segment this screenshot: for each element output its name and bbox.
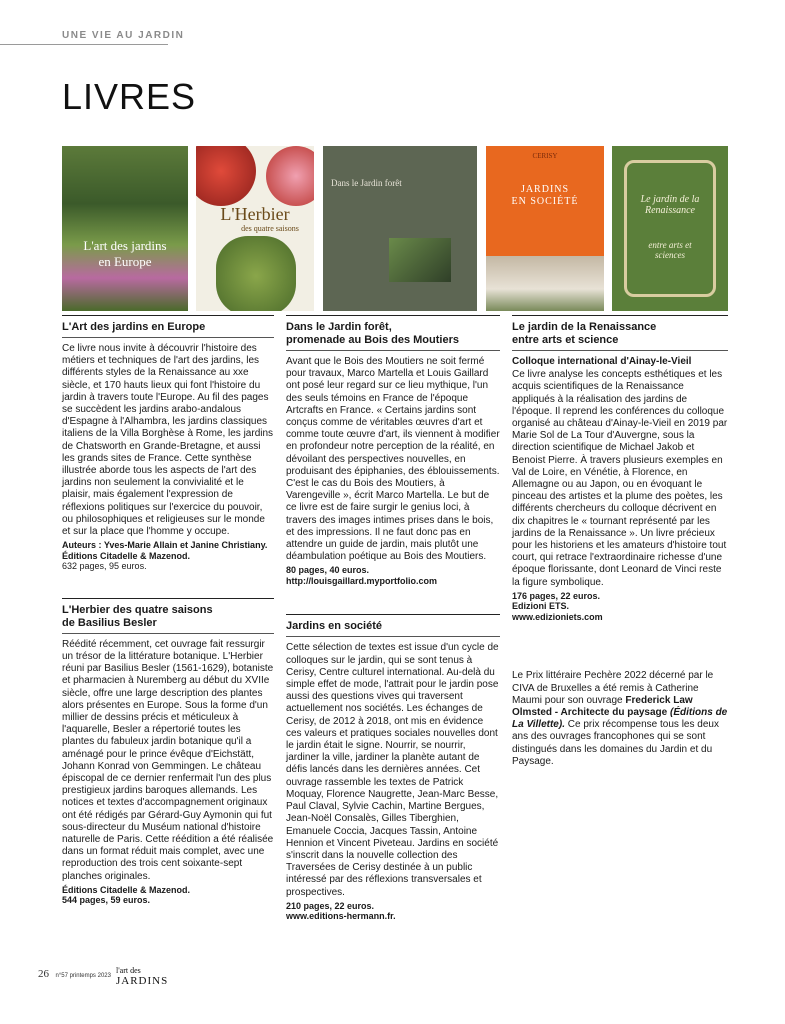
article-heading [512, 316, 728, 351]
article-details: 176 pages, 22 euros. [512, 590, 601, 601]
cover-photo [389, 238, 451, 282]
heading-line-2: promenade au Bois des Moutiers [286, 334, 459, 346]
cover-frame [624, 160, 716, 297]
column-middle [286, 315, 500, 922]
article-body: Réédité récemment, cet ouvrage fait ressurgir un trésor de la littérature botanique. L'Herbier réuni par Basilius Besler (1561-1629), botaniste et pharmacien à Nuremberg au début du XVIIe siècle, offre une large description des plantes alors présentes en Europe. Sous la forme d'un millier de dessins précis et méticuleux à l'aquarelle, Besler a répertorié toutes les plantes du fabuleux jardin botanique qu'il a aménagé pour le prince évêque d'Eichstätt, Johann Konrad von Gemmingen. Le château épiscopal de ce dernier renfermait l'un des plus prestigieux jardins baroques allemands. Les notices et textes d'accompagnement originaux ont été rédigés par Gérard-Guy Aymonin qui fut sous-directeur du Muséum national d'histoire naturelle de Paris. Cette réédition a été réalisée dans un format réduit mais complet, avec une reproduction des trois cent soixante-sept planches originales. [62, 638, 274, 882]
article-heading [286, 316, 500, 351]
article-meta [512, 591, 728, 623]
cover-title-2: entre arts et sciences [648, 240, 692, 260]
article-body: Cette sélection de textes est issue d'un cycle de colloques sur le jardin, qui se sont tenus à Cerisy, Centre culturel international. Au-delà du simple effet de mode, l'attrait pour le jardin pose aussi des questions vives qui traversent actuellement nos sociétés. Les échanges de Cerisy, de 2012 à 2018, ont mis en évidence ces valeurs et pratiques sociales nouvelles dont le jardin était le signe. Nourrir, se nourrir, jardiner la ville, jardiner la planète autant de défis lancés dans les dernières années. Cet ouvrage rassemble les textes de Patrick Moquay, Florence Naugrette, Jean-Marc Besse, Paul Claval, Sylvie Cachin, Martine Bergues, Jean-Noël Consalès, Gilles Tiberghien, Emanuele Coccia, Jacques Tassin, Antoine Hennion et Vincent Piveteau. Jardins en société s'inscrit dans la nouvelle collection des Traversées de Cerisy destinée à un public intéressé par des réflexions transversales et prospectives. [286, 642, 499, 898]
article-details: 632 pages, 95 euros. [62, 561, 147, 572]
magazine-logo [116, 966, 168, 986]
flower-red [196, 146, 256, 206]
article-heading: Jardins en société [286, 615, 500, 637]
cover-jardins-societe [486, 146, 604, 311]
page-number: 26 [38, 968, 49, 980]
column-right [512, 315, 728, 768]
article-body: Ce livre analyse les concepts esthétiques et les acquis scientifiques de la Renaissance appliqués à la réalisation des jardins de l'époque. Il reprend les conférences du colloque organisé au château d'Ainay-le-Vieil en 2019 par Marie Sol de La Tour d'Auvergne, sous la direction scientifique de Michael Jakob et Benoist Pierre. À travers plusieurs exemples en Val de Loire, en Vénétie, à Florence, en Allemagne ou au Japon, ou en évoquant le pinceau des artistes et la plume des poètes, les différents chercheurs du colloque décrivent en dix chapitres le « tournant représenté par les jardins de la Renaissance ». Un livre précieux pour les historiens et les amateurs d'histoire tout court, qui retrace l'extraordinaire richesse d'une époque florissante, dont Leonard de Vinci reste la figure symbolique. [512, 369, 728, 588]
cover-title-1: Le jardin de la Renaissance [640, 194, 700, 216]
cover-title-2: des quatre saisons [241, 224, 299, 233]
header-rule [0, 44, 168, 45]
article-link[interactable]: www.edizioniets.com [512, 611, 603, 622]
article-publisher: Edizioni ETS. [512, 601, 570, 612]
article-publisher: Éditions Citadelle & Mazenod. [62, 550, 191, 561]
heading-line-1: Le jardin de la Renaissance [512, 321, 657, 333]
column-left [62, 315, 274, 906]
article-details: 80 pages, 40 euros. [286, 565, 370, 576]
article-body: Avant que le Bois des Moutiers ne soit fermé pour travaux, Marco Martella et Louis Gaillard ont posé leur regard sur ce lieu mythique, l'un des seuls témoins en France de l'époque Artcrafts en France. « Certains jardins sont conçus comme de véritables œuvres d'art et comme toute œuvre d'art, ils viennent à modifier en profondeur notre perception de la réalité, en dévoilant des perspectives nouvelles, en produisant des épiphanies, des éblouissements. C'est le cas du Bois des Moutiers, à Varengeville », écrit Marco Martella. Le but de ce livre est de faire surgir le genius loci, à travers des images intimes prises dans le bois, et des impressions. Il ne faut donc pas en attendre un guide de jardin, mais plutôt une déambulation poétique au Bois des Moutiers. [286, 356, 500, 563]
article-link[interactable]: http://louisgaillard.myportfolio.com [286, 575, 438, 586]
cover-renaissance [612, 146, 728, 311]
heading-line-1: L'Herbier des quatre saisons [62, 603, 213, 616]
article-body: Ce livre nous invite à découvrir l'histoire des métiers et techniques de l'art des jardins, les différents styles de la Renaissance au xxe siècle, et 170 hauts lieux qui font l'histoire du jardin à travers toute l'Europe. Au fil des pages se succèdent les jardins arabo-andalous d'Espagne à l'Alhambra, les jardins classiques italiens de la Villa Borghèse à Rome, les jardins de Chatsworth en Grande-Bretagne, et aussi les grands sites de France. Cette synthèse illustrée aborde tous les aspects de l'art des jardins non seulement la convivialité et le plaisir, mais également l'expression de réflexions politiques sur l'exercice du pouvoir, ou philosophiques et religieuses sur le monde et sur la place que l'homme y occupe. [62, 343, 274, 538]
prize-text-1: Le Prix littéraire Pechère 2022 décerné par le CIVA de Bruxelles a été remis à Catherine Maumi pour son ouvrage [512, 670, 714, 706]
article-details: 544 pages, 59 euros. [62, 895, 151, 906]
cover-jardin-foret [323, 146, 477, 311]
flower-pink [266, 146, 314, 206]
cover-photo [486, 256, 604, 311]
heading-line-1: Dans le Jardin forêt, [286, 321, 392, 333]
logo-bottom: JARDINS [116, 975, 169, 987]
article-authors: Auteurs : Yves-Marie Allain et Janine Christiany. [62, 540, 268, 551]
cover-title-1: L'Herbier [220, 204, 290, 224]
article-publisher: Éditions Citadelle & Mazenod. [62, 884, 191, 895]
logo-top: l'art des [116, 966, 141, 975]
prize-note [512, 670, 728, 768]
article-details: 210 pages, 22 euros. [286, 900, 375, 911]
cover-publisher: CERISY [532, 152, 558, 160]
prize-publisher: (Éditions de La Villette). [512, 706, 728, 731]
article-meta [286, 565, 500, 586]
cover-title-2: EN SOCIÉTÉ [511, 196, 579, 207]
article-meta [62, 885, 274, 906]
prize-text-2: Ce prix récompense tous les deux ans des ouvrages francophones qui se sont distingués dans les domaines du Jardin et du Paysage. [512, 719, 719, 767]
article-heading [62, 599, 274, 634]
cover-herbier [196, 146, 314, 311]
issue-label: n°57 printemps 2023 [55, 973, 111, 979]
page-footer [38, 968, 111, 980]
cover-title-2: en Europe [98, 254, 152, 269]
cover-title-1: Dans le Jardin forêt [331, 178, 402, 188]
heading-line-2: de Basilius Besler [62, 616, 157, 629]
cover-art-jardins [62, 146, 188, 311]
leaves [216, 236, 296, 311]
cover-title-1: JARDINS [520, 184, 570, 195]
section-label: UNE VIE AU JARDIN [62, 30, 185, 41]
article-subtitle: Colloque international d'Ainay-le-Vieil [512, 356, 692, 367]
heading-line-2: entre arts et science [512, 334, 619, 346]
article-meta [286, 901, 500, 922]
page-title: LIVRES [62, 76, 197, 117]
prize-book-title: Frederick Law Olmsted - Architecte du paysage [512, 694, 693, 718]
cover-title-1: L'art des jardins [83, 238, 167, 253]
article-link[interactable]: www.editions-hermann.fr. [286, 911, 396, 922]
article-meta [62, 540, 274, 572]
article-heading: L'Art des jardins en Europe [62, 316, 274, 338]
